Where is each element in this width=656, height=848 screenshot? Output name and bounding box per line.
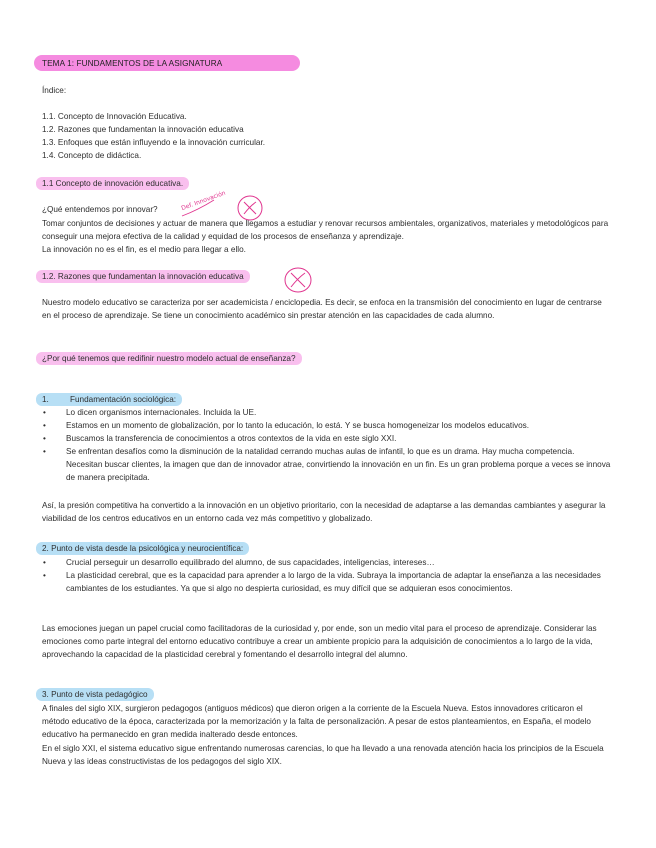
section-1-2-paragraph: Nuestro modelo educativo se caracteriza por ser academicista / enciclopedia. Es decir, se enfoca en la transmisión del conocimiento en lugar de centrarse en el proceso de aprendizaje. Se tiene un conocimiento académico sin prestar atención en las capacidades de cada alumno. — [42, 298, 602, 320]
point-1-conclusion: Así, la presión competitiva ha convertido a la innovación en un objetivo prioritario, con la necesidad de adaptarse a las demandas cambiantes y asegurar la viabilidad de los centros educativos en un entorno cada vez más competitivo y globalizado. — [42, 501, 606, 523]
list-item: • Estamos en un momento de globalización, por lo tanto la educación, lo está. Y se busca homogeneizar los modelos educativos. — [43, 421, 530, 430]
section-1-1-heading: 1.1 Concepto de innovación educativa. — [36, 177, 189, 190]
point-3-heading: 3. Punto de vista pedagógico — [36, 688, 154, 701]
point-2-bullet-list — [42, 556, 612, 595]
section-1-1-paragraph: Tomar conjuntos de decisiones y actuar de manera que llegamos a estudiar y renovar recursos ambientales, organizativos, materiales y metodológicos para conseguir una mejora efectiva de la calidad y equidad de los procesos de enseñanza y aprendizaje. — [42, 219, 609, 241]
list-item: • La plasticidad cerebral, que es la capacidad para aprender a lo largo de la vida. Subraya la importancia de adaptar la enseñanza a las necesidades cambiantes de los estudiantes. Ya que si algo no despierta curiosidad, es muy difícil que se adquieran esos conocimientos. — [43, 571, 601, 593]
section-1-1-paragraph-2: La innovación no es el fin, es el medio para llegar a ello. — [42, 245, 246, 254]
page-title: TEMA 1: FUNDAMENTOS DE LA ASIGNATURA — [42, 59, 223, 68]
list-item: • Se enfrentan desafíos como la disminución de la natalidad cerrando muchas aulas de infantil, lo que es un drama. Hay mucha competencia. Necesitan buscar clientes, la imagen que dan de innovador atrae, convirtiendo la innovación en un fin. Es un gran problema porque a veces se innova de manera precipitada. — [43, 447, 611, 482]
index-item: 1.1. Concepto de Innovación Educativa. — [42, 112, 187, 121]
index-heading: Índice: — [42, 86, 67, 95]
point-1-title: Fundamentación sociológica: — [70, 395, 177, 404]
index-item: 1.4. Concepto de didáctica. — [42, 151, 142, 160]
point-1-number: 1. — [42, 395, 49, 404]
point-1-heading — [36, 393, 182, 406]
point-1-bullet-list — [42, 406, 612, 484]
point-3-paragraph-2: En el siglo XXI, el sistema educativo sigue enfrentando numerosas carencias, lo que ha llevado a una renovada atención hacia los principios de la Escuela Nueva y las ideas constructivistas de los pedagogos del siglo XIX. — [42, 744, 604, 766]
list-item: • Buscamos la transferencia de conocimientos a otros contextos de la vida en este siglo XXI. — [43, 434, 397, 443]
point-3-paragraph: A finales del siglo XIX, surgieron pedagogos (antiguos médicos) que dieron origen a la corriente de la Escuela Nueva. Estos innovadores criticaron el método educativo de la época, caracterizada por la memorización y la falta de personalización. A pesar de estos planteamientos, en España, el modelo educativo ha permanecido en gran medida inalterado desde entonces. — [42, 704, 591, 739]
point-2-conclusion: Las emociones juegan un papel crucial como facilitadoras de la curiosidad y, por ende, son un medio vital para el proceso de aprendizaje. Considerar las emociones como parte integral del entorno educativo contribuye a crear un ambiente propicio para la adquisición de conocimientos a lo largo de la vida, aprovechando la capacidad de la plasticidad cerebral y fomentando el desarrollo integral del alumno. — [42, 624, 597, 659]
list-item: • Crucial perseguir un desarrollo equilibrado del alumno, de sus capacidades, inteligencias, intereses… — [43, 558, 435, 567]
list-item: • Lo dicen organismos internacionales. Incluida la UE. — [43, 408, 257, 417]
section-1-2-heading: 1.2. Razones que fundamentan la innovación educativa — [36, 270, 250, 283]
index-item: 1.2. Razones que fundamentan la innovación educativa — [42, 125, 244, 134]
section-1-2-question: ¿Por qué tenemos que redifinir nuestro modelo actual de enseñanza? — [36, 352, 302, 365]
index-item: 1.3. Enfoques que están influyendo e la innovación curricular. — [42, 138, 266, 147]
index-list — [42, 110, 612, 162]
point-2-heading: 2. Punto de vista desde la psicológica y neurocientífica: — [36, 542, 249, 555]
handwritten-mark-icon — [280, 266, 320, 296]
handwritten-annotation: Def. Innovación — [180, 189, 227, 213]
section-1-1-question: ¿Qué entendemos por innovar? — [42, 205, 158, 214]
